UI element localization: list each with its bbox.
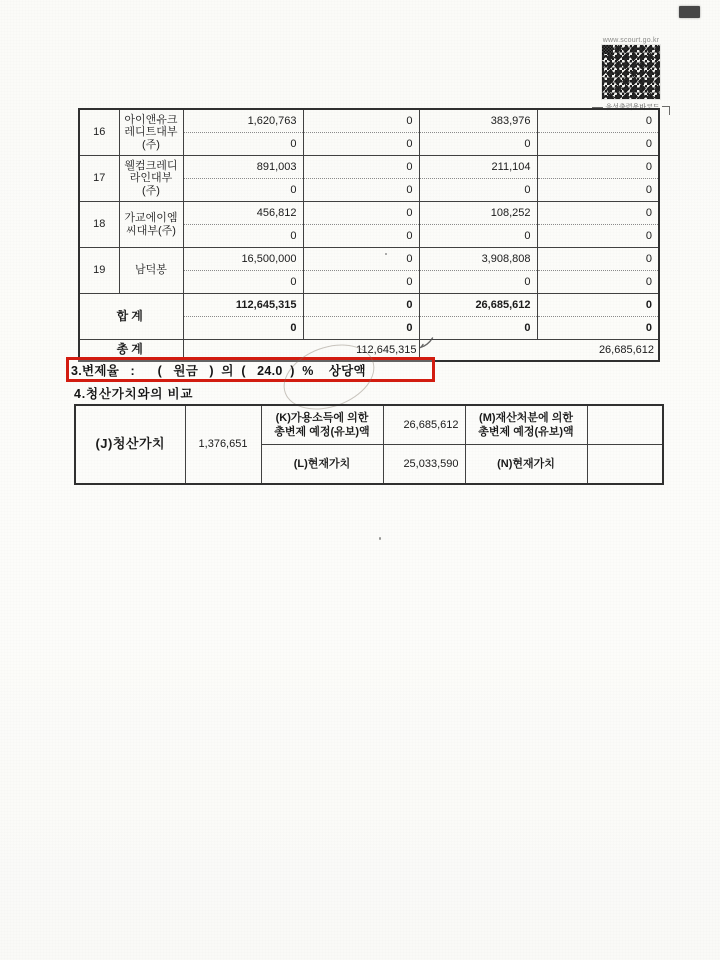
amount-cell: 0 [303, 133, 419, 156]
amount-cell: 0 [419, 271, 537, 294]
amount-cell: 0 [303, 156, 419, 179]
subtotal-row [79, 294, 659, 317]
amount-cell: 0 [537, 156, 659, 179]
k-label-line1: (K)가용소득에 의한 [275, 411, 369, 424]
m-label-line1: (M)재산처분에 의한 [479, 411, 573, 424]
liquidation-comparison-table [74, 404, 664, 485]
creditor-number: 17 [79, 156, 119, 202]
amount-cell: 0 [537, 248, 659, 271]
liquidation-value-amount: 1,376,651 [185, 405, 261, 484]
l-value: 25,033,590 [383, 445, 465, 485]
amount-cell: 0 [303, 179, 419, 202]
voice-barcode-block [599, 37, 663, 112]
amount-cell: 0 [183, 225, 303, 248]
amount-cell: 0 [303, 109, 419, 133]
amount-cell: 456,812 [183, 202, 303, 225]
m-label [465, 405, 587, 445]
creditor-repayment-table [78, 108, 660, 362]
table-row [79, 202, 659, 225]
subtotal-cell: 0 [183, 317, 303, 340]
table-row [79, 109, 659, 133]
grand-total-label: 총계 [79, 340, 183, 362]
amount-cell: 0 [183, 133, 303, 156]
subtotal-label: 합계 [79, 294, 183, 340]
liquidation-comparison-title: 4.청산가치와의 비교 [74, 387, 194, 401]
comparison-row [75, 405, 663, 445]
amount-cell: 383,976 [419, 109, 537, 133]
subtotal-cell: 0 [537, 317, 659, 340]
subtotal-cell: 0 [303, 317, 419, 340]
creditor-name: 가교에이엠씨대부(주) [119, 202, 183, 248]
court-url-label: www.scourt.go.kr [602, 37, 660, 44]
scan-speck [379, 537, 381, 540]
amount-cell: 0 [419, 179, 537, 202]
amount-cell: 891,003 [183, 156, 303, 179]
repayment-rate-highlight-box [66, 357, 435, 382]
n-label: (N)현재가치 [465, 445, 587, 485]
k-label-line2: 총변제 예정(유보)액 [274, 426, 370, 438]
subtotal-cell: 26,685,612 [419, 294, 537, 317]
grand-total-left-value: 112,645,315 [183, 340, 419, 362]
amount-cell: 1,620,763 [183, 109, 303, 133]
creditor-name: 남덕봉 [119, 248, 183, 294]
amount-cell: 0 [303, 248, 419, 271]
amount-cell: 0 [537, 133, 659, 156]
amount-cell: 16,500,000 [183, 248, 303, 271]
amount-cell: 0 [183, 179, 303, 202]
subtotal-cell: 0 [419, 317, 537, 340]
table-row [79, 248, 659, 271]
scan-speck [385, 253, 387, 255]
grand-total-right-value: 26,685,612 [419, 340, 659, 362]
amount-cell: 0 [537, 179, 659, 202]
k-label [261, 405, 383, 445]
caption-corner-mark [662, 106, 670, 115]
barcode-caption-label: 음성출력용바코드 [605, 104, 660, 111]
amount-cell: 0 [183, 271, 303, 294]
creditor-name: 아이앤유크레디트대부(주) [119, 109, 183, 156]
n-value [587, 445, 663, 485]
scan-artifact-blob [679, 6, 700, 18]
table-row [79, 156, 659, 179]
liquidation-value-label: (J)청산가치 [75, 405, 185, 484]
amount-cell: 0 [303, 271, 419, 294]
l-label: (L)현재가치 [261, 445, 383, 485]
creditor-number: 19 [79, 248, 119, 294]
subtotal-cell: 0 [303, 294, 419, 317]
amount-cell: 0 [537, 225, 659, 248]
amount-cell: 211,104 [419, 156, 537, 179]
creditor-name: 웰컴크레디라인대부(주) [119, 156, 183, 202]
amount-cell: 3,908,808 [419, 248, 537, 271]
amount-cell: 0 [303, 202, 419, 225]
pen-tick-mark-icon [419, 337, 435, 350]
amount-cell: 0 [537, 109, 659, 133]
subtotal-cell: 0 [537, 294, 659, 317]
subtotal-cell: 112,645,315 [183, 294, 303, 317]
amount-cell: 0 [419, 225, 537, 248]
m-label-line2: 총변제 예정(유보)액 [478, 426, 574, 438]
amount-cell: 0 [537, 271, 659, 294]
amount-cell: 0 [303, 225, 419, 248]
k-value: 26,685,612 [383, 405, 465, 445]
amount-cell: 108,252 [419, 202, 537, 225]
m-value [587, 405, 663, 445]
repayment-rate-text: 3.변제율 : ( 원금 ) 의 ( 24.0 ) % 상당액 [71, 363, 366, 378]
creditor-number: 18 [79, 202, 119, 248]
qr-barcode-icon [602, 45, 660, 99]
amount-cell: 0 [419, 133, 537, 156]
creditor-number: 16 [79, 109, 119, 156]
amount-cell: 0 [537, 202, 659, 225]
